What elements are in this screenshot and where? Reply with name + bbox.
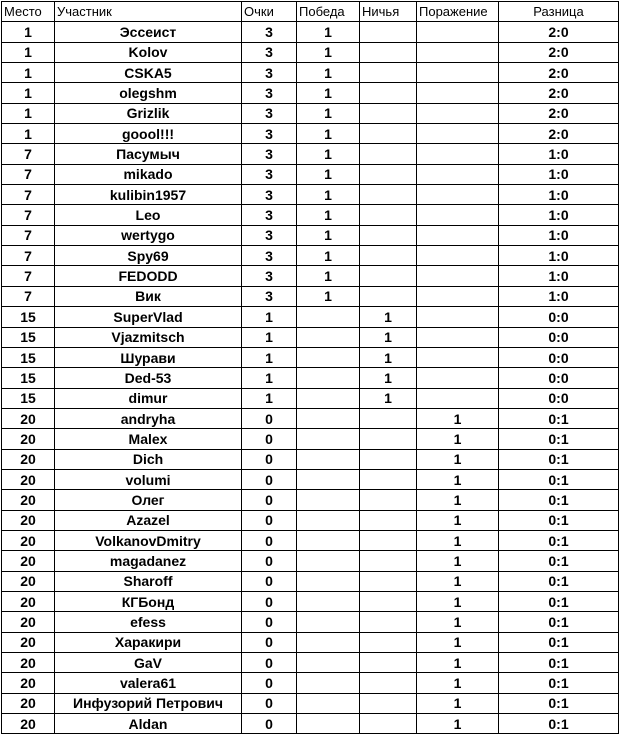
points-cell: 3 (242, 205, 297, 225)
draw-cell (360, 408, 417, 428)
participant-cell: Malex (55, 429, 242, 449)
points-cell: 1 (242, 388, 297, 408)
participant-cell: kulibin1957 (55, 185, 242, 205)
draw-cell (360, 429, 417, 449)
place-cell: 1 (2, 103, 55, 123)
participant-cell: SuperVlad (55, 307, 242, 327)
points-cell: 3 (242, 124, 297, 144)
header-points: Очки (242, 2, 297, 22)
table-row (2, 530, 619, 550)
win-cell: 1 (297, 246, 360, 266)
win-cell (297, 714, 360, 734)
diff-cell: 0:1 (499, 693, 619, 713)
table-row (2, 612, 619, 632)
diff-cell: 1:0 (499, 205, 619, 225)
draw-cell: 1 (360, 368, 417, 388)
diff-cell: 1:0 (499, 185, 619, 205)
table-row (2, 693, 619, 713)
place-cell: 20 (2, 632, 55, 652)
participant-cell: GaV (55, 653, 242, 673)
win-cell: 1 (297, 164, 360, 184)
win-cell: 1 (297, 225, 360, 245)
diff-cell: 0:1 (499, 408, 619, 428)
draw-cell (360, 22, 417, 42)
draw-cell (360, 469, 417, 489)
table-row (2, 591, 619, 611)
table-row (2, 469, 619, 489)
participant-cell: Шурави (55, 347, 242, 367)
points-cell: 0 (242, 612, 297, 632)
place-cell: 20 (2, 714, 55, 734)
win-cell: 1 (297, 22, 360, 42)
draw-cell (360, 83, 417, 103)
loss-cell (417, 164, 499, 184)
points-cell: 0 (242, 714, 297, 734)
place-cell: 15 (2, 388, 55, 408)
win-cell (297, 449, 360, 469)
points-cell: 1 (242, 347, 297, 367)
diff-cell: 0:1 (499, 653, 619, 673)
points-cell: 1 (242, 368, 297, 388)
participant-cell: Вик (55, 286, 242, 306)
win-cell: 1 (297, 63, 360, 83)
table-row (2, 63, 619, 83)
points-cell: 0 (242, 591, 297, 611)
draw-cell (360, 632, 417, 652)
win-cell (297, 307, 360, 327)
place-cell: 7 (2, 246, 55, 266)
points-cell: 1 (242, 327, 297, 347)
loss-cell (417, 327, 499, 347)
participant-cell: КГБонд (55, 591, 242, 611)
table-row (2, 429, 619, 449)
draw-cell (360, 693, 417, 713)
header-draw: Ничья (360, 2, 417, 22)
table-row (2, 164, 619, 184)
draw-cell (360, 144, 417, 164)
points-cell: 0 (242, 510, 297, 530)
draw-cell (360, 591, 417, 611)
diff-cell: 0:1 (499, 632, 619, 652)
participant-cell: Инфузорий Петрович (55, 693, 242, 713)
draw-cell (360, 246, 417, 266)
place-cell: 15 (2, 347, 55, 367)
draw-cell (360, 225, 417, 245)
table-row (2, 144, 619, 164)
loss-cell (417, 83, 499, 103)
points-cell: 3 (242, 286, 297, 306)
place-cell: 20 (2, 693, 55, 713)
win-cell: 1 (297, 185, 360, 205)
table-row (2, 185, 619, 205)
place-cell: 15 (2, 307, 55, 327)
draw-cell (360, 653, 417, 673)
draw-cell (360, 673, 417, 693)
draw-cell: 1 (360, 388, 417, 408)
table-row (2, 408, 619, 428)
loss-cell: 1 (417, 429, 499, 449)
loss-cell (417, 22, 499, 42)
loss-cell (417, 185, 499, 205)
participant-cell: Leo (55, 205, 242, 225)
win-cell (297, 388, 360, 408)
win-cell (297, 653, 360, 673)
draw-cell (360, 42, 417, 62)
loss-cell: 1 (417, 510, 499, 530)
diff-cell: 0:0 (499, 388, 619, 408)
win-cell (297, 693, 360, 713)
diff-cell: 0:1 (499, 490, 619, 510)
place-cell: 7 (2, 286, 55, 306)
place-cell: 7 (2, 225, 55, 245)
win-cell: 1 (297, 83, 360, 103)
diff-cell: 1:0 (499, 286, 619, 306)
place-cell: 20 (2, 510, 55, 530)
table-row (2, 673, 619, 693)
header-participant: Участник (55, 2, 242, 22)
win-cell (297, 530, 360, 550)
points-cell: 0 (242, 469, 297, 489)
diff-cell: 1:0 (499, 144, 619, 164)
place-cell: 7 (2, 266, 55, 286)
loss-cell: 1 (417, 612, 499, 632)
header-win: Победа (297, 2, 360, 22)
loss-cell: 1 (417, 632, 499, 652)
win-cell (297, 429, 360, 449)
draw-cell: 1 (360, 307, 417, 327)
diff-cell: 2:0 (499, 22, 619, 42)
place-cell: 20 (2, 469, 55, 489)
draw-cell (360, 449, 417, 469)
participant-cell: wertygo (55, 225, 242, 245)
draw-cell (360, 63, 417, 83)
win-cell (297, 591, 360, 611)
table-row (2, 124, 619, 144)
place-cell: 20 (2, 530, 55, 550)
win-cell (297, 510, 360, 530)
table-row (2, 42, 619, 62)
points-cell: 1 (242, 307, 297, 327)
header-place: Место (2, 2, 55, 22)
draw-cell (360, 266, 417, 286)
place-cell: 20 (2, 673, 55, 693)
draw-cell (360, 490, 417, 510)
points-cell: 3 (242, 164, 297, 184)
points-cell: 0 (242, 530, 297, 550)
table-row (2, 225, 619, 245)
draw-cell (360, 103, 417, 123)
diff-cell: 2:0 (499, 103, 619, 123)
diff-cell: 1:0 (499, 164, 619, 184)
loss-cell: 1 (417, 408, 499, 428)
participant-cell: Олег (55, 490, 242, 510)
place-cell: 20 (2, 449, 55, 469)
diff-cell: 0:0 (499, 347, 619, 367)
participant-cell: magadanez (55, 551, 242, 571)
participant-cell: Ded-53 (55, 368, 242, 388)
points-cell: 3 (242, 42, 297, 62)
points-cell: 0 (242, 632, 297, 652)
points-cell: 3 (242, 185, 297, 205)
table-row (2, 449, 619, 469)
points-cell: 0 (242, 449, 297, 469)
diff-cell: 0:0 (499, 368, 619, 388)
header-diff: Разница (499, 2, 619, 22)
win-cell (297, 408, 360, 428)
loss-cell (417, 205, 499, 225)
points-cell: 3 (242, 225, 297, 245)
diff-cell: 2:0 (499, 83, 619, 103)
participant-cell: andryha (55, 408, 242, 428)
diff-cell: 1:0 (499, 246, 619, 266)
loss-cell: 1 (417, 673, 499, 693)
diff-cell: 0:1 (499, 429, 619, 449)
participant-cell: Azazel (55, 510, 242, 530)
points-cell: 3 (242, 144, 297, 164)
table-row (2, 22, 619, 42)
table-row (2, 286, 619, 306)
diff-cell: 0:0 (499, 307, 619, 327)
table-row (2, 388, 619, 408)
table-row (2, 347, 619, 367)
participant-cell: goool!!! (55, 124, 242, 144)
win-cell (297, 551, 360, 571)
win-cell (297, 327, 360, 347)
diff-cell: 0:1 (499, 551, 619, 571)
loss-cell: 1 (417, 530, 499, 550)
header-loss: Поражение (417, 2, 499, 22)
loss-cell: 1 (417, 449, 499, 469)
points-cell: 0 (242, 408, 297, 428)
table-row (2, 327, 619, 347)
diff-cell: 2:0 (499, 124, 619, 144)
points-cell: 0 (242, 429, 297, 449)
loss-cell (417, 307, 499, 327)
points-cell: 3 (242, 63, 297, 83)
win-cell (297, 469, 360, 489)
win-cell: 1 (297, 205, 360, 225)
table-row (2, 205, 619, 225)
participant-cell: FEDODD (55, 266, 242, 286)
points-cell: 3 (242, 103, 297, 123)
loss-cell: 1 (417, 571, 499, 591)
table-row (2, 490, 619, 510)
participant-cell: Харакири (55, 632, 242, 652)
win-cell (297, 571, 360, 591)
loss-cell (417, 347, 499, 367)
place-cell: 20 (2, 408, 55, 428)
table-row (2, 103, 619, 123)
place-cell: 1 (2, 42, 55, 62)
loss-cell (417, 368, 499, 388)
points-cell: 0 (242, 673, 297, 693)
participant-cell: Vjazmitsch (55, 327, 242, 347)
loss-cell: 1 (417, 551, 499, 571)
place-cell: 20 (2, 429, 55, 449)
table-row (2, 266, 619, 286)
loss-cell (417, 144, 499, 164)
win-cell: 1 (297, 42, 360, 62)
participant-cell: Grizlik (55, 103, 242, 123)
win-cell (297, 368, 360, 388)
place-cell: 7 (2, 185, 55, 205)
place-cell: 20 (2, 591, 55, 611)
loss-cell (417, 225, 499, 245)
loss-cell (417, 286, 499, 306)
win-cell (297, 347, 360, 367)
table-row (2, 246, 619, 266)
loss-cell (417, 266, 499, 286)
loss-cell (417, 124, 499, 144)
loss-cell (417, 103, 499, 123)
diff-cell: 0:1 (499, 571, 619, 591)
diff-cell: 0:1 (499, 714, 619, 734)
loss-cell: 1 (417, 653, 499, 673)
points-cell: 0 (242, 653, 297, 673)
loss-cell: 1 (417, 714, 499, 734)
table-row (2, 510, 619, 530)
loss-cell: 1 (417, 591, 499, 611)
diff-cell: 1:0 (499, 225, 619, 245)
diff-cell: 0:1 (499, 510, 619, 530)
points-cell: 0 (242, 571, 297, 591)
table-row (2, 714, 619, 734)
draw-cell (360, 612, 417, 632)
place-cell: 7 (2, 205, 55, 225)
win-cell: 1 (297, 144, 360, 164)
table-row (2, 83, 619, 103)
diff-cell: 0:1 (499, 469, 619, 489)
diff-cell: 0:1 (499, 591, 619, 611)
win-cell: 1 (297, 103, 360, 123)
win-cell (297, 612, 360, 632)
draw-cell (360, 714, 417, 734)
place-cell: 7 (2, 144, 55, 164)
win-cell: 1 (297, 266, 360, 286)
draw-cell (360, 164, 417, 184)
win-cell: 1 (297, 286, 360, 306)
participant-cell: Пасумыч (55, 144, 242, 164)
diff-cell: 0:1 (499, 530, 619, 550)
points-cell: 0 (242, 490, 297, 510)
win-cell (297, 673, 360, 693)
draw-cell (360, 124, 417, 144)
standings-table (1, 1, 619, 734)
draw-cell (360, 510, 417, 530)
loss-cell: 1 (417, 469, 499, 489)
participant-cell: volumi (55, 469, 242, 489)
table-row (2, 632, 619, 652)
place-cell: 15 (2, 327, 55, 347)
participant-cell: Spy69 (55, 246, 242, 266)
participant-cell: Kolov (55, 42, 242, 62)
win-cell: 1 (297, 124, 360, 144)
participant-cell: Эссеист (55, 22, 242, 42)
draw-cell (360, 530, 417, 550)
draw-cell (360, 551, 417, 571)
participant-cell: CSKA5 (55, 63, 242, 83)
points-cell: 3 (242, 83, 297, 103)
place-cell: 7 (2, 164, 55, 184)
loss-cell: 1 (417, 693, 499, 713)
points-cell: 0 (242, 551, 297, 571)
draw-cell: 1 (360, 347, 417, 367)
draw-cell (360, 185, 417, 205)
table-row (2, 571, 619, 591)
table-row (2, 307, 619, 327)
points-cell: 3 (242, 266, 297, 286)
participant-cell: VolkanovDmitry (55, 530, 242, 550)
place-cell: 20 (2, 612, 55, 632)
table-row (2, 368, 619, 388)
win-cell (297, 490, 360, 510)
place-cell: 1 (2, 63, 55, 83)
participant-cell: mikado (55, 164, 242, 184)
place-cell: 20 (2, 653, 55, 673)
draw-cell: 1 (360, 327, 417, 347)
loss-cell (417, 63, 499, 83)
points-cell: 0 (242, 693, 297, 713)
place-cell: 1 (2, 83, 55, 103)
diff-cell: 1:0 (499, 266, 619, 286)
diff-cell: 0:1 (499, 612, 619, 632)
loss-cell (417, 42, 499, 62)
participant-cell: dimur (55, 388, 242, 408)
participant-cell: efess (55, 612, 242, 632)
diff-cell: 0:0 (499, 327, 619, 347)
participant-cell: olegshm (55, 83, 242, 103)
loss-cell (417, 388, 499, 408)
draw-cell (360, 286, 417, 306)
place-cell: 20 (2, 571, 55, 591)
loss-cell (417, 246, 499, 266)
participant-cell: Dich (55, 449, 242, 469)
diff-cell: 0:1 (499, 673, 619, 693)
table-row (2, 653, 619, 673)
standings-body (2, 22, 619, 734)
win-cell (297, 632, 360, 652)
place-cell: 1 (2, 22, 55, 42)
participant-cell: Sharoff (55, 571, 242, 591)
place-cell: 20 (2, 490, 55, 510)
place-cell: 15 (2, 368, 55, 388)
draw-cell (360, 571, 417, 591)
table-row (2, 551, 619, 571)
header-row (2, 2, 619, 22)
participant-cell: valera61 (55, 673, 242, 693)
place-cell: 20 (2, 551, 55, 571)
diff-cell: 2:0 (499, 42, 619, 62)
participant-cell: Aldan (55, 714, 242, 734)
diff-cell: 2:0 (499, 63, 619, 83)
draw-cell (360, 205, 417, 225)
loss-cell: 1 (417, 490, 499, 510)
diff-cell: 0:1 (499, 449, 619, 469)
points-cell: 3 (242, 246, 297, 266)
place-cell: 1 (2, 124, 55, 144)
points-cell: 3 (242, 22, 297, 42)
